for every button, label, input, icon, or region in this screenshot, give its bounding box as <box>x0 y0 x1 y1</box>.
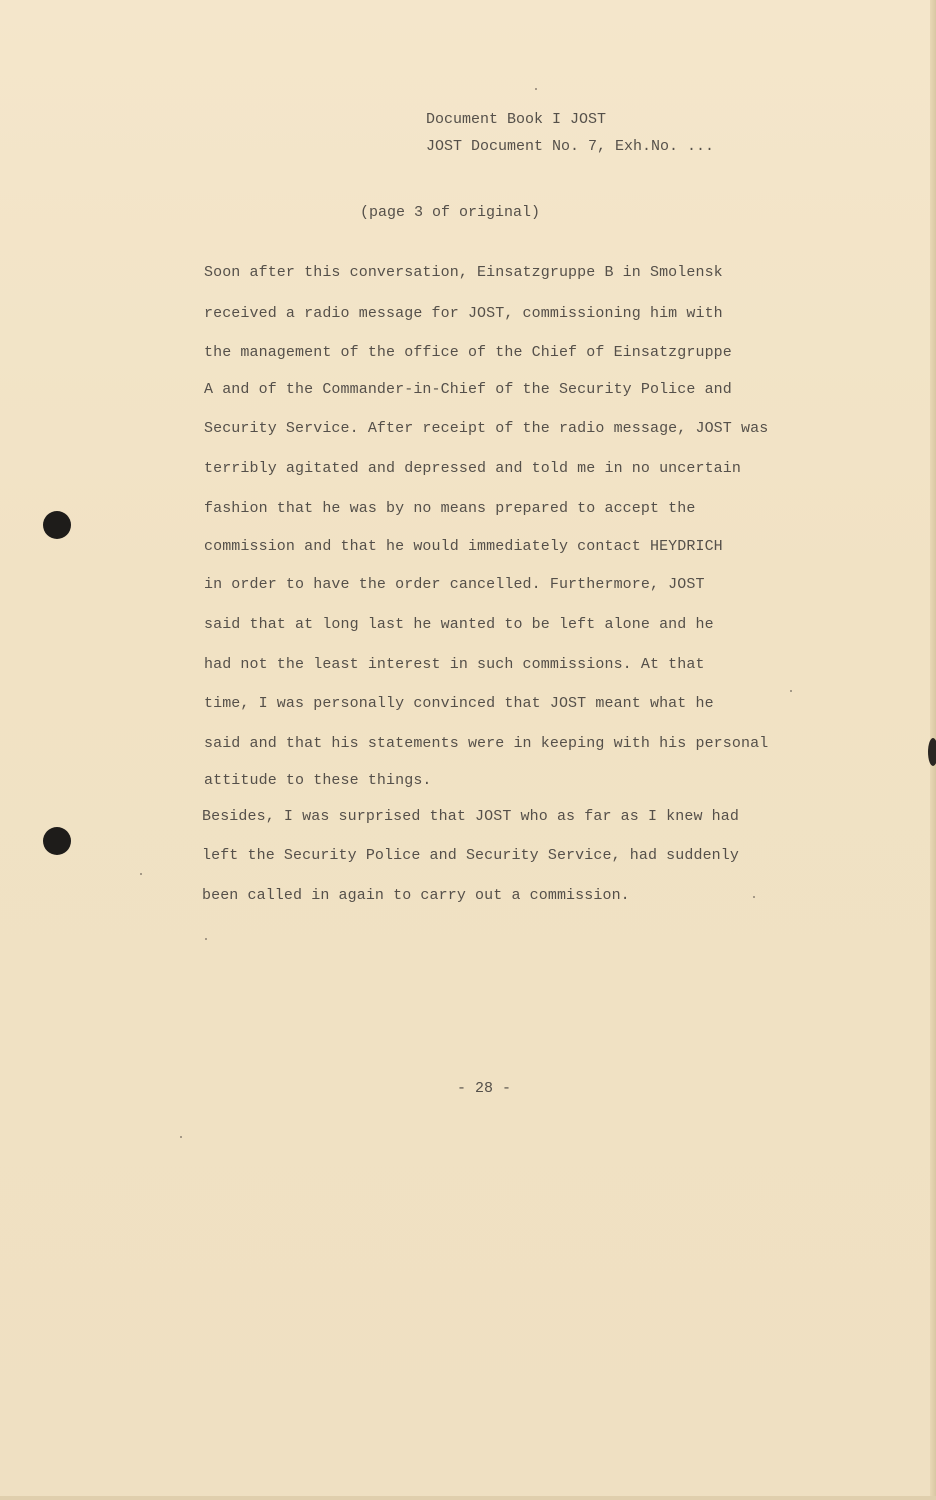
body-line: in order to have the order cancelled. Furthermore, JOST <box>204 576 705 593</box>
paper-speck <box>205 938 207 940</box>
body-line: commission and that he would immediately contact HEYDRICH <box>204 538 723 555</box>
paper-speck <box>180 1136 182 1138</box>
punch-hole <box>43 827 71 855</box>
body-line: Besides, I was surprised that JOST who as far as I knew had <box>202 808 739 825</box>
body-line: left the Security Police and Security Service, had suddenly <box>202 847 739 864</box>
body-line: had not the least interest in such commissions. At that <box>204 656 705 673</box>
body-line: terribly agitated and depressed and told me in no uncertain <box>204 460 741 477</box>
body-line: received a radio message for JOST, commissioning him with <box>204 305 723 322</box>
body-line: fashion that he was by no means prepared to accept the <box>204 500 696 517</box>
body-line: A and of the Commander-in-Chief of the Security Police and <box>204 381 732 398</box>
body-line: been called in again to carry out a commission. <box>202 887 630 904</box>
body-line: said and that his statements were in keeping with his personal <box>204 735 769 752</box>
page-bottom-edge <box>0 1496 936 1500</box>
paper-speck <box>140 873 142 875</box>
body-line: said that at long last he wanted to be left alone and he <box>204 616 714 633</box>
paper-speck <box>790 690 792 692</box>
paper-speck <box>753 896 755 898</box>
body-line: Soon after this conversation, Einsatzgruppe B in Smolensk <box>204 264 723 281</box>
body-line: attitude to these things. <box>204 772 432 789</box>
page-number: - 28 - <box>457 1080 512 1097</box>
header-document-number: JOST Document No. 7, Exh.No. ... <box>426 138 715 155</box>
edge-notch <box>928 738 936 766</box>
document-header <box>426 106 714 160</box>
body-line: the management of the office of the Chief of Einsatzgruppe <box>204 344 732 361</box>
body-line: Security Service. After receipt of the radio message, JOST was <box>204 420 769 437</box>
body-line: time, I was personally convinced that JOST meant what he <box>204 695 714 712</box>
paper-speck <box>535 88 537 90</box>
punch-hole <box>43 511 71 539</box>
header-document-book: Document Book I JOST <box>426 111 607 128</box>
page-of-original: (page 3 of original) <box>360 204 541 221</box>
